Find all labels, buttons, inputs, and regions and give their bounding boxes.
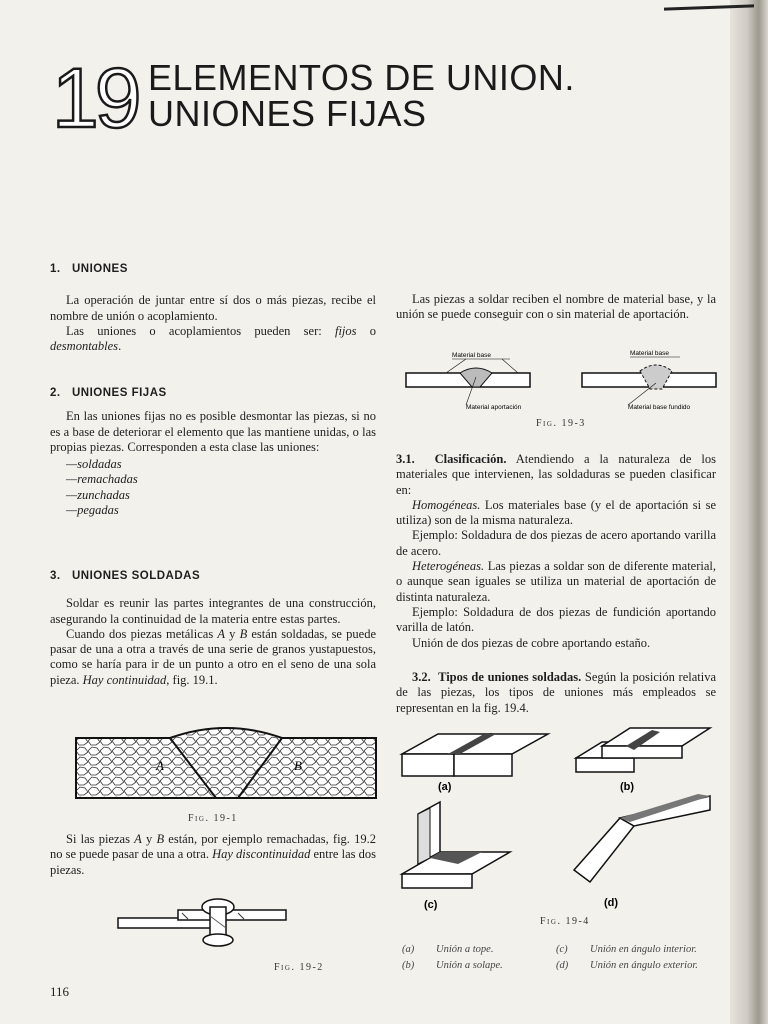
section-heading: 2. UNIONES FIJAS <box>50 387 167 399</box>
legend-value: Unión a tope. <box>436 944 494 955</box>
joint-c <box>402 802 510 888</box>
joint-d <box>574 794 710 882</box>
legend-key: (c) <box>556 944 568 955</box>
page-number: 116 <box>50 984 70 999</box>
section-heading: 3. UNIONES SOLDADAS <box>50 570 201 582</box>
chapter-title <box>148 57 575 134</box>
chapter-title-line1: ELEMENTOS DE UNION. <box>148 57 575 98</box>
legend-key: (a) <box>402 944 415 955</box>
figure-caption: Fig. 19-4 <box>540 916 590 927</box>
paragraph: Heterogéneas. Las piezas a soldar son de diferente material, o aunque sean iguales se utiliza un material de aportación de distinta naturaleza. <box>396 559 716 604</box>
joint-b <box>576 728 710 772</box>
fig3-label: Material base <box>630 350 670 357</box>
fig4-label-b: (b) <box>620 781 635 793</box>
paragraph: En las uniones fijas no es posible desmontar las piezas, si no es a base de deteriorar el elemento que las mantiene unidas, o las propias piezas. Corresponden a esta clase las uniones: <box>50 409 376 454</box>
figure-19-3 <box>406 347 716 417</box>
paragraph: Cuando dos piezas metálicas A y B están soldadas, se puede pasar de una a otra a través de una serie de granos yustapuestos, como se haría para ir de un punto a otro en el seno de una sola pieza. Hay continuidad, fig. 19.1. <box>50 626 376 687</box>
legend-value: Unión en ángulo exterior. <box>590 960 698 971</box>
fig1-label-a: A <box>156 758 164 773</box>
fig3-label: Material base fundido <box>628 404 691 411</box>
paragraph: 3.2. Tipos de uniones soldadas. Según la posición relativa de las piezas, los tipos de uniones más empleados se representan en la fig. 19.4. <box>396 670 717 715</box>
legend-value: Unión a solape. <box>436 960 503 971</box>
paragraph: 3.1. Clasificación. Atendiendo a la naturaleza de los materiales que intervienen, las soldaduras se pueden clasificar en: <box>396 452 716 497</box>
section-3-1 <box>396 452 716 651</box>
joint-a <box>402 734 548 776</box>
page-corner-edge <box>664 4 754 22</box>
paragraph: Homogéneas. Los materiales base (y el de aportación si se utiliza) son de la misma naturaleza. <box>396 497 716 528</box>
section-3 <box>50 569 376 688</box>
page-gutter-shadow <box>730 0 768 1024</box>
fig4-label-a: (a) <box>438 781 452 793</box>
paragraph: Ejemplo: Soldadura de dos piezas de acero aportando varilla de acero. <box>396 528 716 558</box>
section-3-cont <box>50 832 376 878</box>
section-heading: 1. UNIONES <box>50 263 128 275</box>
paragraph: Soldar es reunir las partes integrantes de una construcción, asegurando la continuidad de la materia entre estas partes. <box>50 596 376 626</box>
list-item: —pegadas <box>66 503 119 518</box>
list-item: —zunchadas <box>66 487 130 502</box>
fig4-label-c: (c) <box>424 899 438 911</box>
legend-key: (d) <box>556 960 569 971</box>
list-item: —remachadas <box>66 472 138 487</box>
figure-19-1 <box>76 726 376 806</box>
right-intro <box>396 292 716 323</box>
legend-key: (b) <box>402 960 415 971</box>
fig4-label-d: (d) <box>604 897 619 909</box>
chapter-title-line2: UNIONES FIJAS <box>148 93 427 134</box>
figure-caption: Fig. 19-1 <box>188 813 238 824</box>
paragraph: Las piezas a soldar reciben el nombre de material base, y la unión se puede conseguir con o sin material de aportación. <box>396 292 716 322</box>
section-2 <box>50 386 376 518</box>
figure-caption: Fig. 19-3 <box>536 418 586 429</box>
section-3-2 <box>396 670 716 716</box>
union-list <box>66 457 376 518</box>
paragraph: Si las piezas A y B están, por ejemplo remachadas, fig. 19.2 no se puede pasar de una a otra. Hay discontinuidad entre las dos piezas. <box>50 832 376 877</box>
figure-19-4 <box>398 722 716 922</box>
legend-value: Unión en ángulo interior. <box>590 944 697 955</box>
figure-19-2 <box>118 896 288 956</box>
list-item: —soldadas <box>66 457 122 472</box>
figure-caption: Fig. 19-2 <box>274 962 324 973</box>
chapter-number: 19 <box>52 51 138 145</box>
fig1-label-b: B <box>294 758 302 773</box>
fig3-label: Material base <box>452 352 492 359</box>
fig3-label: Material aportación <box>466 404 522 411</box>
section-1 <box>50 262 376 354</box>
paragraph: Ejemplo: Soldadura de dos piezas de fundición aportando varilla de latón. <box>396 604 716 635</box>
paragraph: Las uniones o acoplamientos pueden ser: fijos o desmontables. <box>50 323 377 354</box>
paragraph: La operación de juntar entre sí dos o más piezas, recibe el nombre de unión o acoplamiento. <box>50 293 376 323</box>
paragraph: Unión de dos piezas de cobre aportando estaño. <box>412 635 651 650</box>
